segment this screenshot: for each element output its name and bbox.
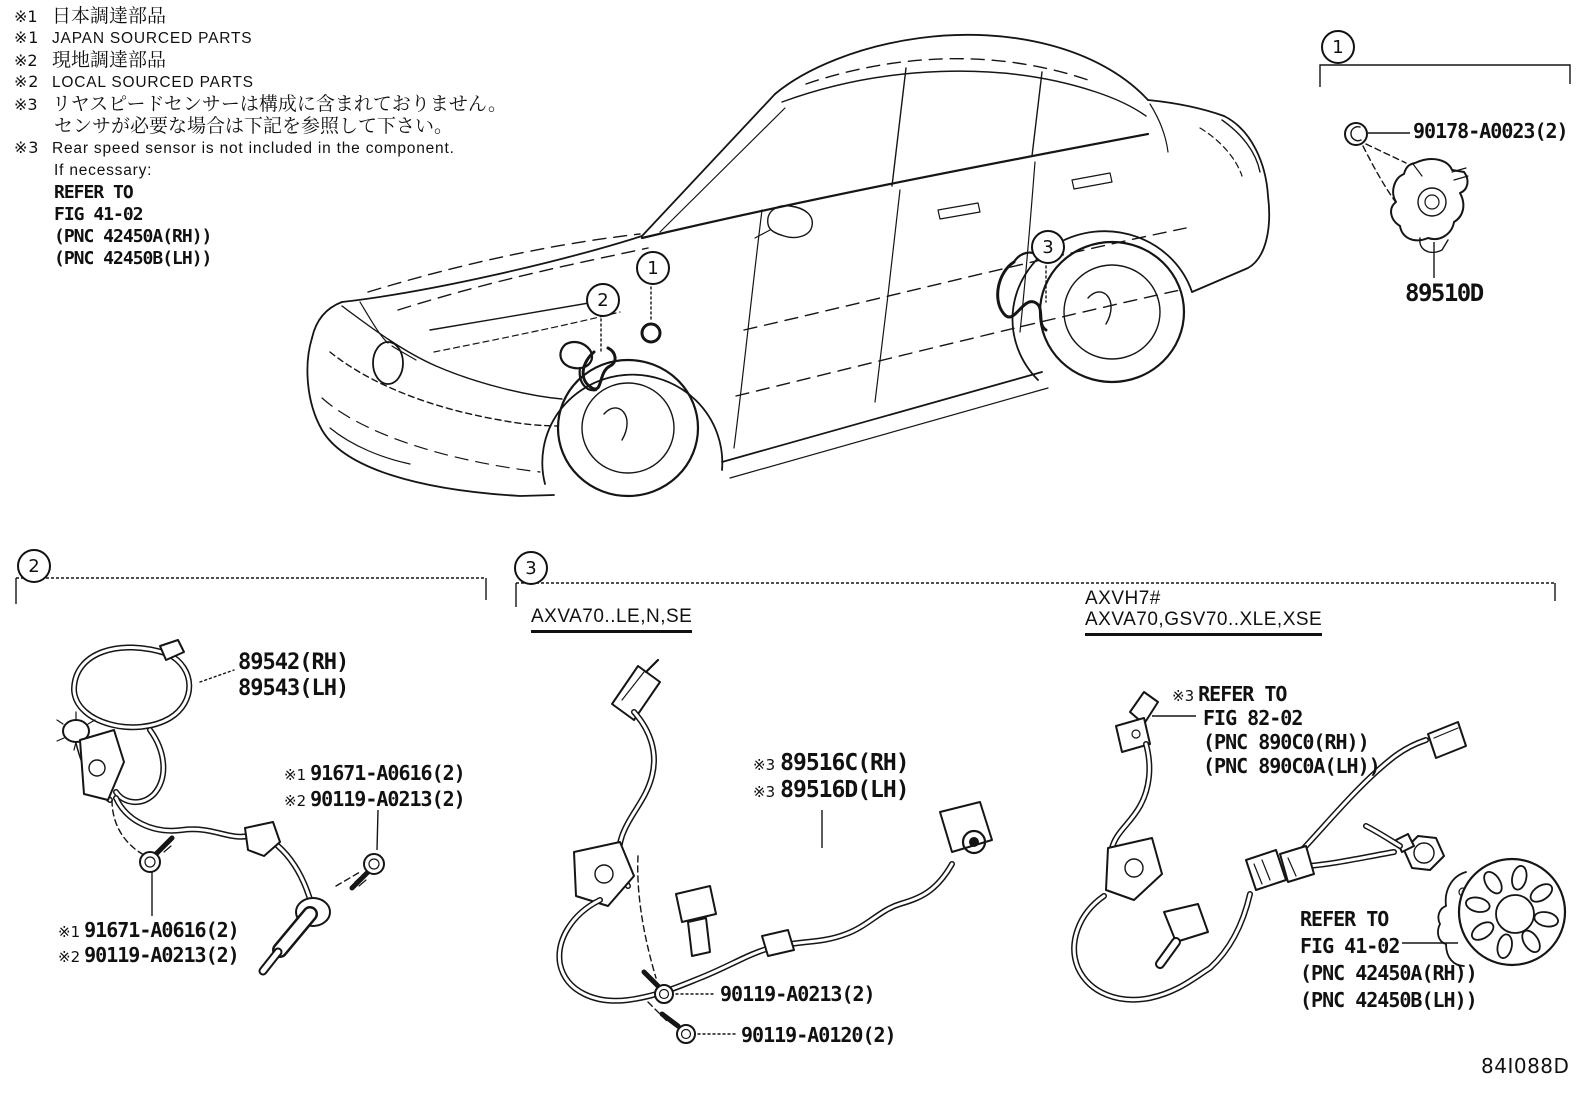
note-line: If necessary:	[54, 162, 153, 179]
section1-bracket	[1320, 65, 1570, 87]
callout-1-section: 1	[1321, 30, 1355, 64]
skid-control-sensor-illustration	[1391, 159, 1468, 278]
refer-note-fig82: ※3 REFER TO FIG 82-02 (PNC 890C0(RH)) (PNC 890C0A(LH))	[1172, 682, 1380, 778]
diagram-code: 84I088D	[1481, 1054, 1570, 1078]
notes-block	[14, 6, 507, 270]
callout-2-section: 2	[17, 549, 51, 583]
note-line: ※1 日本調達部品	[14, 6, 167, 27]
section2-bracket	[16, 578, 486, 604]
part-label-rear-sensor: ※3 89516C(RH) ※3 89516D(LH)	[753, 750, 909, 803]
note-line: FIG 41-02	[54, 204, 143, 225]
note-line: ※2 現地調達部品	[14, 50, 167, 71]
part-label-nut: 90178-A0023(2)	[1413, 119, 1568, 143]
bolt-illustration	[662, 1014, 695, 1043]
note-line: ※1 JAPAN SOURCED PARTS	[14, 28, 253, 47]
front-harness-marker	[560, 342, 615, 390]
part-label-bolt1: 90119-A0213(2)	[720, 982, 875, 1006]
bolt-illustration	[352, 854, 384, 888]
bolt-illustration	[140, 838, 172, 872]
fastener-note-bottom: ※1 91671-A0616(2) ※2 90119-A0213(2)	[58, 918, 239, 967]
note-line: ※3 リヤスピードセンサーは構成に含まれておりません。	[14, 94, 508, 115]
part-label-front-sensor: 89542(RH) 89543(LH)	[238, 650, 349, 701]
refer-note-fig41: REFER TO FIG 41-02 (PNC 42450A(RH)) (PNC 42450B(LH))	[1300, 907, 1477, 1012]
part-label-skid-sensor: 89510D	[1405, 279, 1483, 307]
callout-1-on-car: 1	[636, 251, 670, 285]
hex-connector-illustration	[1396, 834, 1444, 870]
sensor-grommet-mark	[642, 324, 660, 342]
note-line: (PNC 42450A(RH))	[54, 226, 212, 247]
note-line: (PNC 42450B(LH))	[54, 248, 212, 269]
note-line: センサが必要な場合は下記を参照して下さい。	[54, 116, 454, 137]
callout-3-section: 3	[514, 551, 548, 585]
note-line: ※2 LOCAL SOURCED PARTS	[14, 72, 254, 91]
variant-label-left: AXVA70..LE,N,SE	[531, 606, 692, 633]
callout-3-on-car: 3	[1031, 230, 1065, 264]
callout-2-on-car: 2	[586, 283, 620, 317]
variant-label-right: AXVH7# AXVA70,GSV70..XLE,XSE	[1085, 588, 1322, 636]
fastener-note-right: ※1 91671-A0616(2) ※2 90119-A0213(2)	[284, 761, 465, 811]
note-line: ※3 Rear speed sensor is not included in the component.	[14, 138, 455, 157]
part-label-bolt2: 90119-A0120(2)	[741, 1023, 896, 1047]
note-line: REFER TO	[54, 182, 133, 203]
section3-bracket	[516, 583, 1555, 607]
